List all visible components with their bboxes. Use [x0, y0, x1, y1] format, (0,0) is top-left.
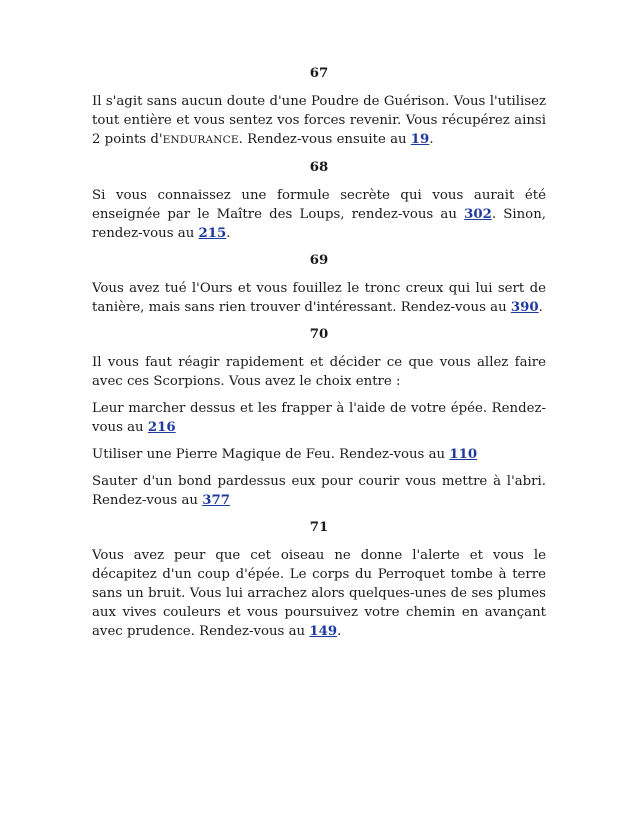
section-link[interactable]: 377	[202, 493, 230, 508]
section-paragraph	[92, 546, 546, 641]
section-link[interactable]: 110	[449, 447, 478, 462]
paragraph-text: .	[337, 624, 342, 639]
section-number: 69	[309, 253, 329, 268]
section-number: 70	[309, 327, 329, 342]
section-link[interactable]: 302	[464, 207, 492, 222]
section-link[interactable]: 149	[309, 624, 338, 639]
section-number: 68	[309, 160, 329, 175]
paragraph-text: . Sinon, rendez-vous au	[92, 207, 546, 241]
paragraph-text: Vous avez peur que cet oiseau ne donne l'alerte et vous le décapitez d'un coup d'épée. Le corps du Perroquet tombe à terre sans un bruit. Vous lui arrachez alors quelques-unes de ses plumes aux vives couleurs et vous poursuivez votre chemin en avançant avec prudence. Rendez-vous au	[92, 548, 546, 639]
section-paragraph: Il vous faut réagir rapidement et décider ce que vous allez faire avec ces Scorpions. Vous avez le choix entre :	[92, 355, 546, 389]
section-paragraph	[92, 186, 546, 243]
section-link[interactable]: 215	[198, 226, 227, 241]
paragraph-text: Si vous connaissez une formule secrète qui vous aurait été enseignée par le Maître des Loups, rendez-vous au	[92, 188, 546, 222]
paragraph-text: Vous avez tué l'Ours et vous fouillez le tronc creux qui lui sert de tanière, mais sans rien trouver d'intéressant. Rendez-vous au	[92, 281, 546, 315]
paragraph-text: .	[538, 300, 543, 315]
section-number: 71	[309, 520, 329, 535]
paragraph-text: Utiliser une Pierre Magique de Feu. Rendez-vous au	[92, 447, 450, 462]
smallcaps-term: ENDURANCE	[162, 134, 239, 146]
section-paragraph	[92, 279, 546, 317]
paragraph-text: Leur marcher dessus et les frapper à l'aide de votre épée. Rendez-vous au	[92, 401, 546, 435]
paragraph-text: .	[226, 226, 231, 241]
document-page	[92, 64, 546, 649]
choice-paragraph	[92, 445, 546, 464]
choice-paragraph	[92, 399, 546, 437]
section-link[interactable]: 216	[147, 420, 176, 435]
paragraph-text: Il s'agit sans aucun doute d'une Poudre de Guérison. Vous l'utilisez tout entière et vous sentez vos forces revenir. Vous récupérez ainsi 2 points d'	[92, 94, 546, 147]
choice-paragraph	[92, 472, 546, 510]
section-link[interactable]: 390	[510, 300, 539, 315]
paragraph-text: Sauter d'un bond pardessus eux pour courir vous mettre à l'abri. Rendez-vous au	[92, 474, 546, 508]
section-link[interactable]: 19	[410, 132, 430, 147]
section-paragraph	[92, 92, 546, 150]
paragraph-text: . Rendez-vous ensuite au	[238, 132, 411, 147]
paragraph-text: .	[429, 132, 434, 147]
section-number: 67	[309, 66, 329, 81]
